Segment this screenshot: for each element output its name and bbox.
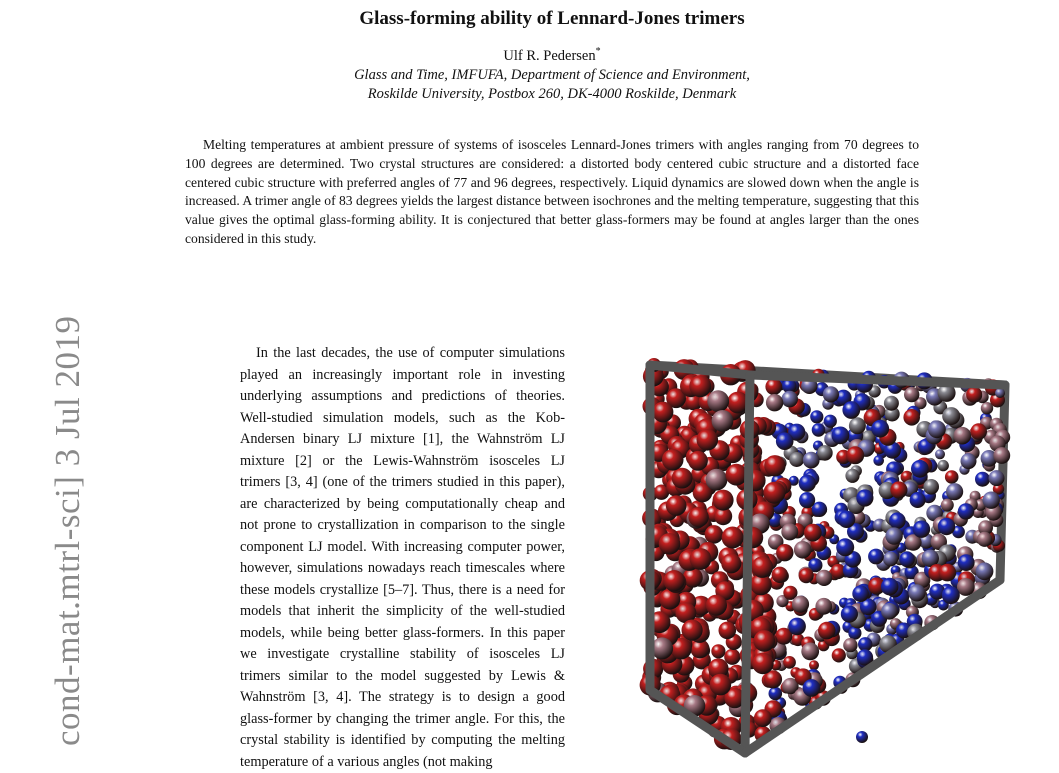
- affiliation-line-2: Roskilde University, Postbox 260, DK-4000 Roskilde, Denmark: [367, 86, 737, 102]
- particle-sphere: [781, 391, 798, 408]
- particle-sphere: [688, 507, 708, 527]
- particle-sphere: [838, 511, 855, 528]
- particle-sphere: [803, 452, 820, 469]
- particle-sphere: [856, 731, 868, 743]
- particle-sphere: [789, 452, 804, 467]
- particle-sphere: [993, 447, 1010, 464]
- particle-sphere: [935, 449, 945, 459]
- particle-sphere: [832, 427, 850, 445]
- particle-sphere: [713, 490, 734, 511]
- particle-sphere: [792, 596, 809, 613]
- particle-sphere: [910, 492, 926, 508]
- particle-sphere: [754, 709, 772, 727]
- particle-sphere: [752, 653, 774, 675]
- particle-sphere: [663, 570, 684, 591]
- paper-title: Glass-forming ability of Lennard-Jones trimers: [359, 8, 745, 29]
- particle-sphere: [799, 492, 815, 508]
- particle-sphere: [868, 549, 884, 565]
- particle-cloud: [640, 358, 1011, 750]
- particle-sphere: [904, 387, 919, 402]
- frame-edge-front-vertical: [745, 375, 750, 753]
- particle-sphere: [722, 527, 744, 549]
- particle-sphere: [763, 482, 785, 504]
- particle-sphere: [836, 538, 854, 556]
- particle-sphere: [711, 644, 725, 658]
- particle-sphere: [710, 674, 732, 696]
- particle-sphere: [817, 445, 833, 461]
- particle-sphere: [801, 643, 819, 661]
- particle-sphere: [812, 423, 826, 437]
- particle-sphere: [719, 622, 737, 640]
- particle-sphere: [881, 578, 899, 596]
- particle-sphere: [794, 541, 812, 559]
- particle-sphere: [995, 388, 1005, 398]
- particle-sphere: [946, 483, 963, 500]
- particle-sphere: [848, 627, 861, 640]
- particle-sphere: [841, 606, 858, 623]
- particle-sphere: [871, 420, 889, 438]
- particle-sphere: [766, 394, 783, 411]
- particle-sphere: [842, 401, 860, 419]
- particle-sphere: [976, 562, 994, 580]
- particle-sphere: [666, 495, 687, 516]
- particle-sphere: [769, 687, 783, 701]
- particle-sphere: [942, 586, 960, 604]
- particle-sphere: [672, 468, 693, 489]
- particle-sphere: [961, 453, 977, 469]
- particle-sphere: [816, 570, 832, 586]
- particle-sphere: [776, 544, 793, 561]
- particle-sphere: [843, 638, 857, 652]
- particle-sphere: [908, 584, 925, 601]
- particle-sphere: [939, 564, 957, 582]
- particle-sphere: [803, 679, 821, 697]
- particle-sphere: [764, 455, 785, 476]
- particle-sphere: [707, 390, 729, 412]
- simulation-snapshot-figure: [640, 345, 1015, 765]
- particle-sphere: [818, 622, 836, 640]
- particle-sphere: [845, 469, 859, 483]
- particle-sphere: [899, 552, 915, 568]
- particle-sphere: [873, 455, 884, 466]
- particle-sphere: [788, 618, 806, 636]
- particle-sphere: [846, 446, 864, 464]
- particle-sphere: [852, 585, 869, 602]
- particle-sphere: [958, 503, 974, 519]
- particle-sphere: [938, 518, 955, 535]
- particle-sphere: [706, 595, 727, 616]
- particle-sphere: [849, 417, 866, 434]
- particle-sphere: [989, 470, 1005, 486]
- particle-sphere: [809, 660, 819, 670]
- particle-sphere: [706, 469, 728, 491]
- particle-sphere: [765, 378, 782, 395]
- particle-sphere: [824, 415, 837, 428]
- particle-box-render: [640, 345, 1015, 765]
- particle-sphere: [832, 648, 846, 662]
- particle-sphere: [890, 481, 907, 498]
- particle-sphere: [958, 554, 975, 571]
- particle-sphere: [942, 407, 960, 425]
- particle-sphere: [823, 386, 839, 402]
- particle-sphere: [799, 475, 816, 492]
- particle-sphere: [752, 556, 774, 578]
- particle-sphere: [659, 533, 681, 555]
- particle-sphere: [889, 512, 906, 529]
- particle-sphere: [697, 429, 719, 451]
- particle-sphere: [712, 410, 734, 432]
- particle-sphere: [653, 402, 674, 423]
- particle-sphere: [884, 396, 899, 411]
- particle-sphere: [810, 410, 823, 423]
- particle-sphere: [689, 375, 711, 397]
- particle-sphere: [690, 548, 712, 570]
- author-footnote-mark: *: [595, 46, 601, 57]
- particle-sphere: [954, 427, 972, 445]
- particle-sphere: [772, 567, 788, 583]
- particle-sphere: [977, 532, 992, 547]
- particle-sphere: [970, 423, 987, 440]
- particle-sphere: [721, 553, 741, 573]
- particle-sphere: [754, 630, 776, 652]
- particle-sphere: [881, 603, 898, 620]
- particle-sphere: [724, 649, 740, 665]
- particle-sphere: [938, 460, 949, 471]
- affiliation-line-1: Glass and Time, IMFUFA, Department of Science and Environment,: [354, 67, 750, 83]
- particle-sphere: [911, 460, 929, 478]
- arxiv-identifier-stamp: [0, 0, 87, 765]
- particle-sphere: [804, 524, 822, 542]
- affiliation: [150, 66, 954, 104]
- particle-sphere: [688, 451, 708, 471]
- particle-sphere: [726, 464, 748, 486]
- particle-sphere: [815, 598, 832, 615]
- author-name: Ulf R. Pedersen: [503, 47, 596, 64]
- particle-sphere: [783, 656, 796, 669]
- particle-sphere: [941, 499, 954, 512]
- particle-sphere: [983, 492, 1000, 509]
- particle-sphere: [799, 568, 814, 583]
- author-line: [150, 46, 954, 65]
- abstract: Melting temperatures at ambient pressure of systems of isosceles Lennard-Jones trimers with angles ranging from 70 degrees to 100 degrees are determined. Two crystal structures are considered: a distorted body centered cubic structure and a distorted face centered cubic structure with preferred angles of 77 and 96 degrees, respectively. Liquid dynamics are slowed down when the angle is increased. A trimer angle of 83 degrees yields the largest distance between isochrones and the melting temperature, suggesting that this value gives the optimal glass-forming ability. It is conjectured that better glass-formers may be found at angles larger than the ones considered in this study.: [185, 137, 919, 246]
- particle-sphere: [903, 409, 920, 426]
- particle-sphere: [883, 552, 898, 567]
- particle-sphere: [781, 523, 798, 540]
- particle-sphere: [913, 521, 930, 538]
- particle-sphere: [682, 620, 703, 641]
- particle-sphere: [945, 470, 959, 484]
- particle-sphere: [856, 489, 873, 506]
- particle-sphere: [662, 449, 684, 471]
- particle-sphere: [966, 387, 982, 403]
- particle-sphere: [923, 479, 939, 495]
- particle-sphere: [928, 420, 946, 438]
- particle-sphere: [885, 527, 902, 544]
- body-paragraph: In the last decades, the use of computer simulations played an increasingly important role in investing underlying assumptions and predictions of theories. Well-studied simulation models, such as the Kob-Andersen binary LJ mixture [1], the Wahnström LJ mixture [2] or the Lewis-Wahnström isosceles LJ trimers [3, 4] (one of the trimers studied in this paper), are characterized by being computationally cheap and not prone to crystallization in comparison to the single component LJ model. With increasing computer power, however, simulations nowadays reach timescales where these models crystallize [5–7]. Thus, there is a need for models that inherit the simplicity of the well-studied models, while being better glass-formers. In this paper we investigate crystalline stability of isosceles LJ trimers similar to the model suggested by Lewis & Wahnström [3, 4]. The strategy is to design a good glass-former by changing the trimer angle. For this, the crystal stability is identified by computing the melting temperature of a various angles (not making: [240, 345, 565, 770]
- particle-sphere: [776, 432, 794, 450]
- arxiv-identifier: cond-mat.mtrl-sci] 3 Jul 2019: [48, 315, 87, 746]
- particle-sphere: [975, 472, 990, 487]
- particle-sphere: [705, 525, 724, 544]
